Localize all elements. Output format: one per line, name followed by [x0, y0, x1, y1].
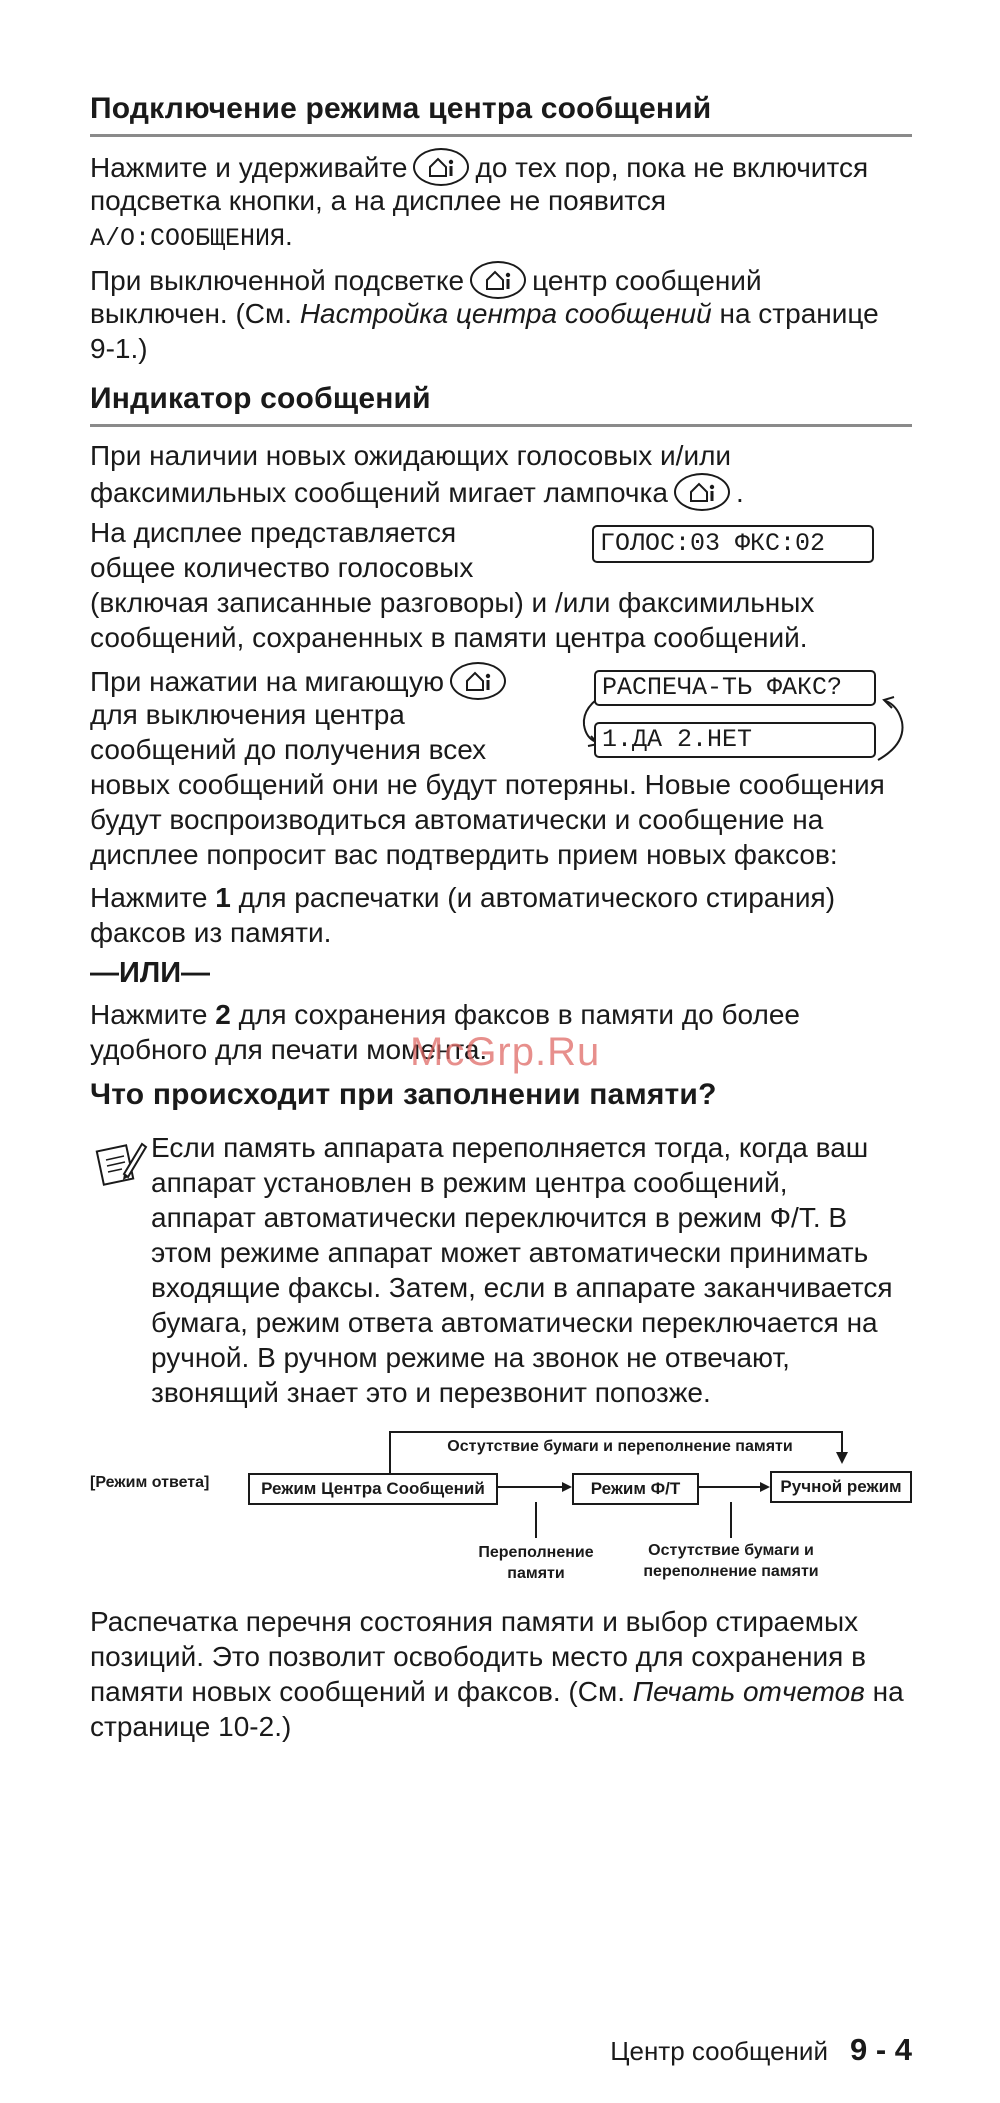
- note-icon: [94, 1138, 148, 1188]
- paragraph: [90, 1674, 904, 1709]
- section-divider: [90, 424, 912, 427]
- lcd-inline-text: А/О:СООБЩЕНИЯ: [90, 224, 286, 253]
- text: факсов из памяти.: [90, 917, 332, 948]
- note-line: ручной. В ручном режиме на звонок не отвечают,: [151, 1342, 790, 1373]
- text: на: [872, 1676, 904, 1707]
- note-block: [151, 1130, 893, 1410]
- text: дисплее попросит вас подтвердить прием новых факсов:: [90, 839, 838, 870]
- lcd-print-fax: РАСПЕЧА-ТЬ ФАКС?: [594, 670, 876, 706]
- diagram-box-manual: Ручной режим: [770, 1471, 912, 1503]
- paragraph: [90, 880, 835, 915]
- note-line: Если память аппарата переполняется тогда, когда ваш: [151, 1132, 869, 1163]
- text: При наличии новых ожидающих голосовых и/или: [90, 440, 732, 471]
- text: сообщений, сохраненных в памяти центра сообщений.: [90, 622, 808, 653]
- text: Нажмите: [90, 999, 208, 1030]
- text: центр сообщений: [532, 265, 762, 296]
- section-title-message-center-on: Подключение режима центра сообщений: [90, 92, 712, 125]
- text: Нажмите и удерживайте: [90, 152, 408, 183]
- text: странице 10-2.): [90, 1711, 292, 1742]
- text: общее количество голосовых: [90, 552, 474, 583]
- watermark: McGrp.Ru: [410, 1030, 601, 1074]
- note-line: бумага, режим ответа автоматически переключается на: [151, 1307, 878, 1338]
- paragraph: [90, 473, 744, 511]
- text: На дисплее представляется: [90, 517, 457, 548]
- diagram-top-label: Остутствие бумаги и переполнение памяти: [447, 1438, 793, 1455]
- lcd-message-count: ГОЛОС:03 ФКС:02: [592, 525, 874, 563]
- paragraph: [90, 997, 800, 1032]
- lcd-yes-no: 1.ДА 2.НЕТ: [594, 722, 876, 758]
- text: При выключенной подсветке: [90, 265, 465, 296]
- text: выключен. (См.: [90, 298, 293, 329]
- footer-chapter: Центр сообщений: [610, 2036, 828, 2066]
- or-separator: —ИЛИ—: [90, 957, 211, 989]
- cross-reference: Настройка центра сообщений: [299, 298, 712, 329]
- paragraph: [90, 296, 879, 331]
- key-label: 1: [215, 882, 231, 913]
- text: будут воспроизводиться автоматически и сообщение на: [90, 804, 824, 835]
- label-line: Остутствие бумаги и: [648, 1542, 814, 1559]
- text: 9-1.): [90, 333, 148, 364]
- message-center-key-icon: [450, 662, 506, 700]
- note-line: входящие факсы. Затем, если в аппарате заканчивается: [151, 1272, 893, 1303]
- note-line: звонящий знает это и перезвонит попозже.: [151, 1377, 711, 1408]
- text: сообщений до получения всех: [90, 734, 487, 765]
- key-label: 2: [215, 999, 231, 1030]
- text: удобного для печати момента.: [90, 1034, 488, 1065]
- paragraph: [90, 218, 293, 256]
- cross-reference: Печать отчетов: [632, 1676, 865, 1707]
- answer-mode-diagram: [90, 1420, 912, 1590]
- text: памяти новых сообщений и факсов. (См.: [90, 1676, 626, 1707]
- message-center-key-icon: [674, 473, 730, 511]
- page-number: 9 - 4: [849, 2032, 912, 2067]
- text: При нажатии на мигающую: [90, 666, 444, 697]
- text: Распечатка перечня состояния памяти и выбор стираемых: [90, 1606, 859, 1637]
- section-divider: [90, 134, 912, 137]
- text: для сохранения факсов в памяти до более: [238, 999, 800, 1030]
- note-line: этом режиме аппарат может автоматически принимать: [151, 1237, 869, 1268]
- diagram-box-message-center: Режим Центра Сообщений: [248, 1473, 498, 1505]
- text: (включая записанные разговоры) и /или факсимильных: [90, 587, 815, 618]
- paragraph: [90, 261, 762, 299]
- section-title-memory-full: Что происходит при заполнении памяти?: [90, 1078, 717, 1111]
- text: позиций. Это позволит освободить место для сохранения в: [90, 1641, 866, 1672]
- text: до тех пор, пока не включится: [475, 152, 869, 183]
- label-line: памяти: [507, 1565, 565, 1582]
- label-line: переполнение памяти: [643, 1563, 819, 1580]
- text: .: [285, 220, 293, 251]
- text: новых сообщений они не будут потеряны. Новые сообщения: [90, 769, 885, 800]
- paragraph: [90, 662, 512, 700]
- diagram-mode-label: [Режим ответа]: [90, 1474, 210, 1491]
- text: для выключения центра: [90, 699, 405, 730]
- section-title-message-indicator: Индикатор сообщений: [90, 382, 431, 415]
- message-center-key-icon: [470, 261, 526, 299]
- diagram-box-fax-tel: Режим Ф/Т: [572, 1473, 699, 1505]
- page-footer: [610, 2032, 912, 2068]
- text: Нажмите: [90, 882, 208, 913]
- paragraph: [90, 148, 868, 186]
- diagram-label-memory-overflow: [446, 1542, 626, 1584]
- note-line: аппарат установлен в режим центра сообщений,: [151, 1167, 788, 1198]
- text: подсветка кнопки, а на дисплее не появится: [90, 185, 667, 216]
- note-line: аппарат автоматически переключится в режим Ф/Т. В: [151, 1202, 848, 1233]
- text: для распечатки (и автоматического стирания): [238, 882, 836, 913]
- text: факсимильных сообщений мигает лампочка: [90, 477, 668, 508]
- message-center-key-icon: [413, 148, 469, 186]
- label-line: Переполнение: [478, 1544, 594, 1561]
- text: .: [735, 477, 744, 508]
- text: на странице: [719, 298, 879, 329]
- diagram-label-paper-memory: [621, 1540, 841, 1582]
